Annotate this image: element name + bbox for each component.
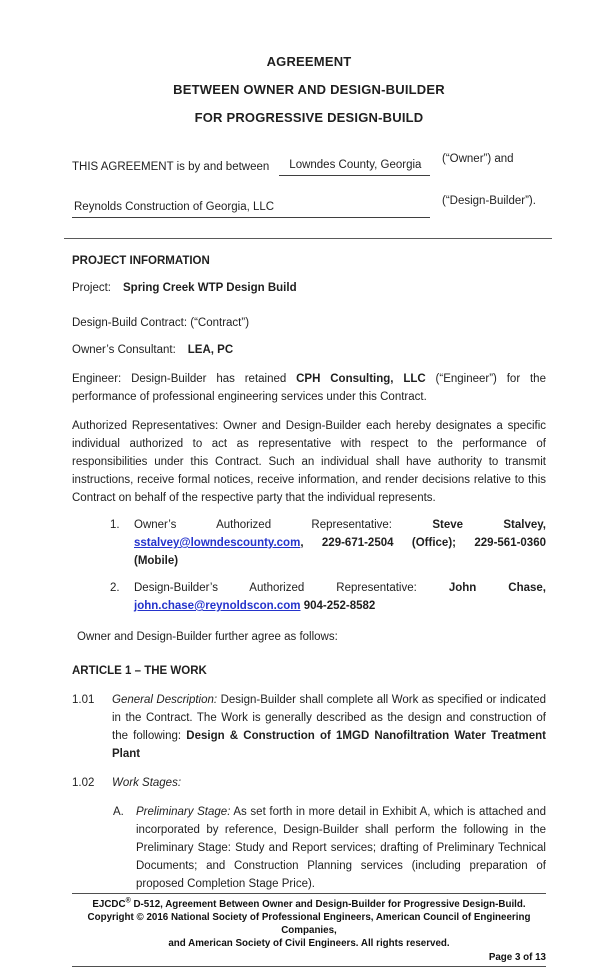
project-label: Project: <box>72 282 111 294</box>
consultant-line <box>72 341 546 359</box>
footer-ejcdc: EJCDC <box>92 899 126 910</box>
owner-representative-text <box>134 516 546 570</box>
clause-1-02-lead: Work Stages: <box>112 777 182 789</box>
sub-clause-a-lead: Preliminary Stage: <box>136 806 231 818</box>
consultant-value: LEA, PC <box>187 344 234 356</box>
owner-suffix-label: (“Owner”) and <box>442 153 514 165</box>
rep1-phones: , 229-671-2504 (Office); 229-561-0360 (Mobile) <box>134 537 546 567</box>
page-footer <box>72 893 546 967</box>
clause-1-01-lead: General Description: <box>112 694 218 706</box>
footer-line-1 <box>72 898 546 911</box>
engineer-firm: CPH Consulting, LLC <box>296 373 426 385</box>
clause-1-01-body <box>112 691 546 763</box>
rep2-name: John Chase, <box>448 582 546 594</box>
owner-fill-row <box>72 153 546 176</box>
title-line-2: BETWEEN OWNER AND DESIGN-BUILDER <box>173 82 445 97</box>
clause-number: 1.02 <box>72 777 95 789</box>
page-number: Page 3 of 13 <box>488 952 546 963</box>
section-divider <box>64 238 552 239</box>
sub-clause-a-text: As set forth in more detail in Exhibit A, which is attached and incorporated by reference, Design-Builder shall perform the following in the Preliminary Stage: Study and Report services; drafting of Preliminary Technical Documents; and Construction Planning services (including preparation of proposed Completion Stage Price). <box>136 806 546 890</box>
clause-1-01-text: Design-Builder shall complete all Work as specified or indicated in the Contract. The Work is generally described as the design and construction of the following: <box>112 694 546 742</box>
article-1-heading: ARTICLE 1 – THE WORK <box>72 665 207 677</box>
document-title <box>72 48 546 132</box>
project-information-heading: PROJECT INFORMATION <box>72 255 210 267</box>
registered-mark: ® <box>125 897 131 905</box>
rep1-prefix: Owner’s Authorized Representative: <box>134 519 433 531</box>
project-line <box>72 279 546 297</box>
design-builder-suffix-label: (“Design-Builder”). <box>442 195 536 207</box>
sub-clause-a-body <box>136 803 546 893</box>
clause-1-02-body <box>112 774 546 792</box>
footer-line-3: and American Society of Civil Engineers. All rights reserved. <box>168 938 450 949</box>
consultant-label: Owner’s Consultant: <box>72 344 176 356</box>
sub-clause-letter: A. <box>113 806 124 818</box>
agreement-intro-label: THIS AGREEMENT is by and between <box>72 161 270 173</box>
engineer-prefix: Engineer: Design-Builder has retained <box>72 373 297 385</box>
rep2-prefix: Design-Builder’s Authorized Representative: <box>134 582 449 594</box>
rep2-phone: 904-252-8582 <box>300 600 376 612</box>
title-line-3: FOR PROGRESSIVE DESIGN-BUILD <box>194 110 424 125</box>
sub-clause-a <box>113 803 546 893</box>
rep1-name: Steve Stalvey, <box>432 519 546 531</box>
owner-representative-email-link[interactable]: sstalvey@lowndescounty.com <box>134 537 301 549</box>
design-builder-representative-item <box>110 579 546 615</box>
owner-name-blank: Lowndes County, Georgia <box>279 156 430 176</box>
clause-1-01-bold-tail: Design & Construction of 1MGD Nanofiltration Water Treatment Plant <box>112 730 546 760</box>
footer-line-1-rest: D-512, Agreement Between Owner and Design-Builder for Progressive Design-Build. <box>130 899 526 910</box>
engineer-suffix: (“Engineer”) for the performance of professional engineering services under this Contract. <box>72 373 546 403</box>
design-builder-representative-text <box>134 579 546 615</box>
design-builder-representative-email-link[interactable]: john.chase@reynoldscon.com <box>134 600 301 612</box>
engineer-paragraph <box>72 370 546 406</box>
list-number: 2. <box>110 582 120 594</box>
project-value: Spring Creek WTP Design Build <box>123 282 297 294</box>
footer-line-2: Copyright © 2016 National Society of Professional Engineers, American Council of Engineering Companies, <box>87 912 531 936</box>
design-builder-name-blank: Reynolds Construction of Georgia, LLC <box>72 198 430 218</box>
clause-1-01 <box>72 691 546 763</box>
clause-1-02 <box>72 774 546 792</box>
title-line-1: AGREEMENT <box>266 54 352 69</box>
authorized-representatives-paragraph: Authorized Representatives: Owner and Design-Builder each hereby designates a specific individual authorized to act as representative with respect to the performance of responsibilities under this Contract. Such an individual shall have authority to transmit instructions, receive formal notices, receive information, and render decisions relative to this Contract on behalf of the respective party that the individual represents. <box>72 420 546 504</box>
owner-representative-item <box>110 516 546 570</box>
contract-line <box>72 314 546 332</box>
clause-number: 1.01 <box>72 694 95 706</box>
design-builder-fill-row <box>72 195 546 218</box>
list-number: 1. <box>110 519 120 531</box>
footer-copyright-block <box>72 898 546 950</box>
agree-line: Owner and Design-Builder further agree as follows: <box>77 631 338 643</box>
contract-text: Design-Build Contract: (“Contract”) <box>72 317 250 329</box>
